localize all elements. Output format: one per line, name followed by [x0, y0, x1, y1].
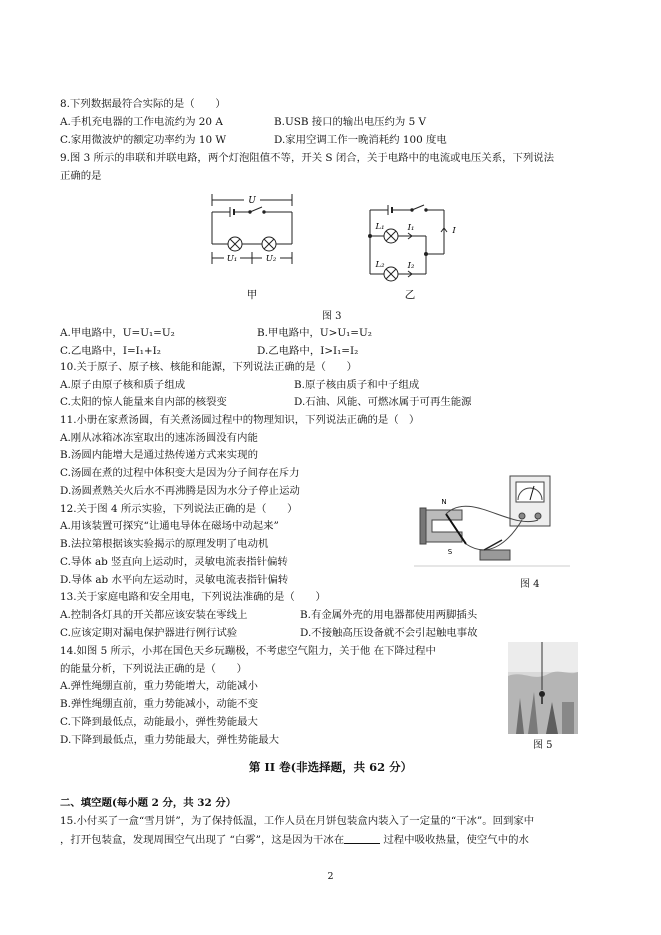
- q9-stem-line1: 9.图 3 所示的串联和并联电路，两个灯泡阻值不等，开关 S 闭合，关于电路中的电流或电压关系，下列说法: [60, 152, 555, 164]
- q11-option-a: A.刚从冰箱冰冻室取出的速冻汤圆没有内能: [60, 432, 258, 444]
- q9-option-a: A.甲电路中，U=U₁=U₂: [60, 327, 175, 339]
- q8-option-a: A.手机充电器的工作电流约为 20 A: [60, 116, 223, 128]
- q14-stem-line2: 的能量分析，下列说法正确的是（ ）: [60, 663, 248, 675]
- q10-option-b: B.原子核由质子和中子组成: [294, 379, 420, 391]
- q11-option-c: C.汤圆在煮的过程中体积变大是因为分子间存在斥力: [60, 467, 300, 479]
- label-L1: L₁: [375, 222, 385, 232]
- q8-option-c: C.家用微波炉的额定功率约为 10 W: [60, 134, 227, 146]
- q12-stem: 12.关于图 4 所示实验，下列说法正确的是（ ）: [60, 503, 298, 515]
- figure-3-circuits: [200, 188, 470, 318]
- label-U: U: [248, 196, 256, 206]
- figure-4-label-s: S: [447, 548, 453, 556]
- q13-option-d: D.不接触高压设备就不会引起触电事故: [300, 627, 478, 639]
- q13-option-a: A.控制各灯具的开关都应该安装在零线上: [60, 609, 248, 621]
- q14-option-a: A.弹性绳绷直前，重力势能增大，动能减小: [60, 680, 258, 692]
- figure-4-label-n: N: [441, 498, 447, 506]
- figure-3-label-yi: 乙: [404, 289, 416, 301]
- q15-line1: 15.小付买了一盒“雪月饼”，为了保持低温，工作人员在月饼包装盒内装入了一定量的“干冰”。回到家中: [60, 815, 535, 827]
- q15-line2-end: 过程中吸收热量，使空气中的水: [380, 834, 529, 846]
- figure-3-label-jia: 甲: [246, 289, 258, 301]
- q8-stem: 8.下列数据最符合实际的是（ ）: [60, 98, 226, 110]
- q9-option-b: B.甲电路中，U>U₁=U₂: [257, 327, 372, 339]
- q15-line2: [60, 832, 529, 847]
- q15-answer-blank[interactable]: [344, 832, 380, 844]
- q11-option-b: B.汤圆内能增大是通过热传递方式来实现的: [60, 449, 258, 461]
- label-U1: U₁: [226, 254, 238, 264]
- q12-option-c: C.导体 ab 竖直向上运动时，灵敏电流表指针偏转: [60, 556, 288, 568]
- q13-stem: 13.关于家庭电路和安全用电，下列说法准确的是（ ）: [60, 591, 326, 603]
- q12-option-a: A.用该装置可探究“让通电导体在磁场中动起来”: [60, 520, 279, 532]
- label-I2: I₂: [407, 261, 415, 271]
- q11-stem: 11.小册在家煮汤圆，有关煮汤圆过程中的物理知识，下列说法正确的是（ ）: [60, 414, 420, 426]
- q10-stem: 10.关于原子、原子核、核能和能源，下列说法正确的是（ ）: [60, 361, 358, 373]
- figure-5-bungee-photo: [508, 642, 578, 734]
- q10-option-c: C.太阳的惊人能量来自内部的核裂变: [60, 396, 227, 408]
- section-2-title: 二、填空题(每小题 2 分，共 32 分）: [60, 797, 237, 809]
- q15-line2-start: ，打开包装盒，发现周围空气出现了 “白雾”，这是因为干冰在: [60, 834, 345, 846]
- q9-option-d: D.乙电路中，I>I₁=I₂: [257, 345, 359, 357]
- q12-option-b: B.法拉第根据该实验揭示的原理发明了电动机: [60, 538, 269, 550]
- q10-option-d: D.石油、风能、可燃冰属于可再生能源: [294, 396, 472, 408]
- q8-option-b: B.USB 接口的输出电压约为 5 V: [274, 116, 426, 128]
- part-2-title: 第 II 卷(非选择题，共 62 分）: [248, 760, 413, 774]
- label-I1: I₁: [407, 223, 415, 233]
- q13-option-c: C.应该定期对漏电保护器进行例行试验: [60, 627, 238, 639]
- q8-option-d: D.家用空调工作一晚消耗约 100 度电: [274, 134, 447, 146]
- q12-option-d: D.导体 ab 水平向左运动时，灵敏电流表指针偏转: [60, 574, 289, 586]
- label-L2: L₂: [375, 260, 385, 270]
- q9-option-c: C.乙电路中，I=I₁+I₂: [60, 345, 161, 357]
- label-I: I: [452, 226, 456, 236]
- figure-4-caption: 图 4: [520, 579, 540, 590]
- q13-option-b: B.有金属外壳的用电器都使用两脚插头: [300, 609, 478, 621]
- figure-5-caption: 图 5: [533, 740, 553, 751]
- q14-stem-line1: 14.如图 5 所示，小邦在国色天乡玩蹦极，不考虑空气阻力，关于他 在下降过程中: [60, 645, 436, 657]
- q10-option-a: A.原子由原子核和质子组成: [60, 379, 186, 391]
- q11-option-d: D.汤圆煮熟关火后水不再沸腾是因为水分子停止运动: [60, 485, 300, 497]
- label-U2: U₂: [265, 254, 277, 264]
- figure-3-caption: 图 3: [322, 311, 342, 322]
- q14-option-b: B.弹性绳绷直前，重力势能减小，动能不变: [60, 698, 258, 710]
- q14-option-d: D.下降到最低点，重力势能最大，弹性势能最大: [60, 734, 280, 746]
- figure-4-apparatus: [410, 470, 580, 580]
- page-number: 2: [327, 871, 334, 882]
- q9-stem-line2: 正确的是: [60, 170, 102, 182]
- q14-option-c: C.下降到最低点，动能最小，弹性势能最大: [60, 716, 258, 728]
